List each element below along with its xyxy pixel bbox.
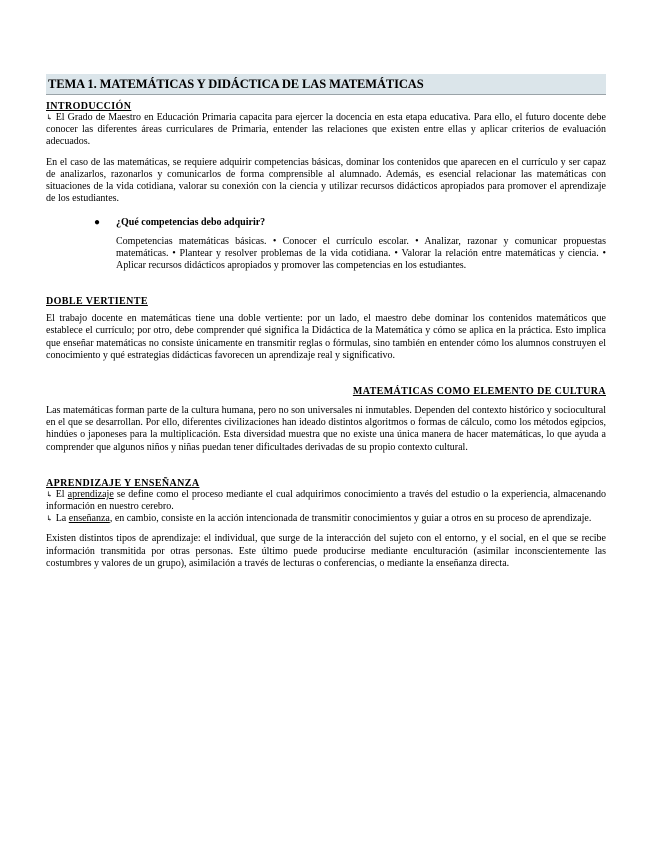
arrow-icon: ↳ [46, 489, 53, 499]
l2-pre: La [55, 513, 69, 525]
document-page [46, 74, 606, 570]
doble-paragraph: El trabajo docente en matemáticas tiene una doble vertiente: por un lado, el maestro debe dominar los contenidos matemáticos que establece el currículo; por otro, debe comprender qué significa la Didáctica de la Matemática y cómo se aplica en la práctica. Esto implica que enseñar matemáticas no consiste únicamente en transmitir reglas o fórmulas, sino también en entender cómo los alumnos construyen el conocimiento y qué estrategias didácticas favorecen un aprendizaje real y significativo. [46, 313, 606, 361]
heading-introduccion: INTRODUCCIÓN [46, 101, 132, 112]
arrow-icon: ↳ [46, 113, 53, 122]
intro-paragraph-1 [46, 112, 606, 149]
heading-cultura: MATEMÁTICAS COMO ELEMENTO DE CULTURA [352, 386, 606, 398]
heading-doble-vertiente: DOBLE VERTIENTE [46, 296, 148, 308]
intro-paragraph-2: En el caso de las matemáticas, se requiere adquirir competencias básicas, dominar los contenidos que aparecen en el currículo y ser capaz de analizarlos, razonarlos y comunicarlos de forma comprensible al alumnado. Además, es esencial relacionar las matemáticas con situaciones de la vida cotidiana, valorar su conexión con la ciencia y utilizar recursos didácticos apropiados para promover el aprendizaje de los estudiantes. [46, 156, 606, 205]
l1-pre: El [55, 488, 68, 500]
arrow-icon: ↳ [46, 514, 53, 524]
bullet-question: ¿Qué competencias debo adquirir? [116, 217, 266, 229]
cultura-paragraph: Las matemáticas forman parte de la cultura humana, pero no son universales ni inmutables. Dependen del contexto histórico y sociocultural en el que se desarrollan. Por ello, diferentes civilizaciones han ideado distintos algoritmos o formas de cálculo, como los métodos egipcios, hindúes o japoneses para la multiplicación. Esta diversidad muestra que no existe una única manera de hacer matemáticas, lo que ayuda a comprender que algunos niños y niñas puedan tener dificultades derivadas de su propio contexto cultural. [46, 405, 606, 453]
competencias-list: Competencias matemáticas básicas. • Conocer el currículo escolar. • Analizar, razonar y comunicar propuestas matemáticas. • Plantear y resolver problemas de la vida cotidiana. • Valorar la relación entre matemáticas y ciencia. • Aplicar recursos didácticos apropiados y promover las competencias en los estudiantes. [116, 235, 606, 272]
term-aprendizaje: aprendizaje [67, 488, 114, 500]
bullet-item [94, 217, 606, 229]
aprendizaje-line-2 [46, 513, 606, 525]
aprendizaje-paragraph: Existen distintos tipos de aprendizaje: el individual, que surge de la interacción del sujeto con el entorno, y el social, en el que se recibe información transmitida por otras personas. Este último puede producirse mediante enculturación (asimilar inconscientemente las costumbres y valores de un grupo), asimilación a través de lecturas o conferencias, o mediante la enseñanza directa. [46, 533, 606, 569]
term-ensenanza: enseñanza [68, 513, 110, 525]
l2-post: , en cambio, consiste en la acción intencionada de transmitir conocimientos y guiar a otros en su proceso de aprendizaje. [109, 513, 592, 525]
document-title: TEMA 1. MATEMÁTICAS Y DIDÁCTICA DE LAS MATEMÁTICAS [48, 77, 424, 91]
bullet-icon: ● [94, 217, 101, 229]
aprendizaje-line-1 [46, 489, 606, 513]
heading-aprendizaje: APRENDIZAJE Y ENSEÑANZA [46, 477, 200, 489]
l1-post: se define como el proceso mediante el cual adquirimos conocimiento a través del estudio o la experiencia, almacenando información en nuestro cerebro. [46, 488, 606, 513]
intro-p1-text: El Grado de Maestro en Educación Primaria capacita para ejercer la docencia en esta etapa educativa. Para ello, el futuro docente debe conocer las diferentes áreas curriculares de Primaria, entender las relaciones que existen entre ellas y aplicar criterios de evaluación adecuados. [46, 112, 606, 148]
title-bar [46, 74, 606, 95]
